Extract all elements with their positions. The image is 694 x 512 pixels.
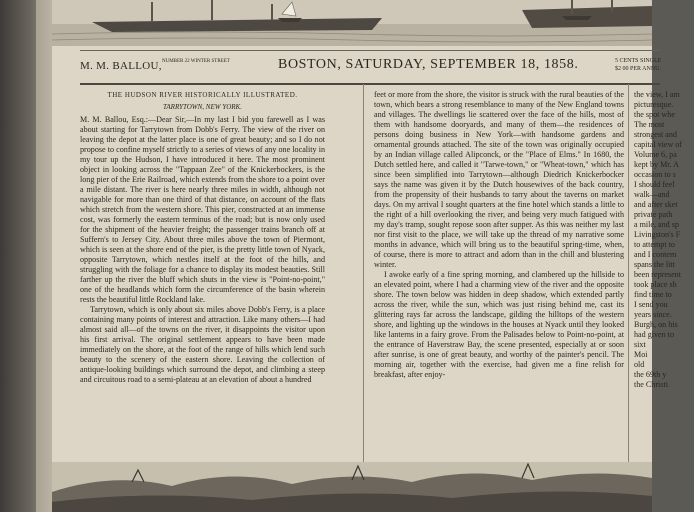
edge-column-line: the spot whe: [634, 110, 675, 119]
edge-column-line: old: [634, 360, 645, 369]
edge-column-line: to attempt to: [634, 240, 675, 249]
edge-column-line: The most: [634, 120, 665, 129]
price-line-2: $2 00 PER ANNU.: [615, 66, 662, 72]
edge-column-line: the 69th y: [634, 370, 667, 379]
column-rule: [363, 84, 364, 464]
price-line-1: 5 CENTS SINGLE: [615, 58, 662, 64]
edge-column-line: years since.: [634, 310, 672, 319]
edge-column-line: Burgh, on his: [634, 320, 678, 329]
edge-column-line: spans the litt: [634, 260, 675, 269]
edge-column-line: kept by Mr. A: [634, 160, 679, 169]
spine-shadow: [0, 0, 52, 512]
edge-column-line: occasion to s: [634, 170, 676, 179]
article-paragraph: feet or more from the shore, the visitor is struck with the rural beauties of the town, which bears a strong resemblance to many of the New England towns and villages. The dwellings lie scattered over the face of the hills, most of them with handsome dooryards, and many of them—the residences of persons doing business in New York—with handsome gardens and ornamental grounds attached. The site of the town was originally occupied by an Indian village called Alipconck, or the "Place of Elms." In 1680, the Dutch settled here, and called it "Tarwe-town," or "Wheat-town," which has since been simplified into Tarrytown—although Diedrich Knickerbocker says the name was given it by the Dutch housewives of the back country, from the propensity of their husbands to tarry about the taverns on market days. On my arrival I sought quarters at the fine hotel which stands a little to the right of a hill overlooking the river, and being very much fatigued with my day's tramp, sought repose soon after supper. As this was neither my last nor first visit to the place, we will take up the thread of my narrative some months in advance, which will bring us to the beautiful spring-time, when, of course, there is more to attract and adorn than in the chill and blustering winter.: [374, 90, 624, 269]
column-rule: [628, 84, 629, 464]
edge-column-line: Volume 6, pa: [634, 150, 677, 159]
edge-column-line: the view, I am: [634, 90, 680, 99]
edge-column-line: capital view of: [634, 140, 683, 149]
edge-column-line: Livingston's F: [634, 230, 681, 239]
edge-column-line: walk—and: [634, 190, 670, 199]
edge-column-line: had given to: [634, 330, 675, 339]
edge-column-line: I should feel: [634, 180, 675, 189]
edge-column-line: Moi: [634, 350, 648, 359]
article-paragraph: I awoke early of a fine spring morning, and clambered up the hillside to an elevated point, where I had a charming view of the river and the opposite shore. The town below was hidden in deep shadow, which extended partly across the river, while the sun, which was just rising behind me, cast its glittering rays far across the landscape, gilding the hilltops of the western shore, and lighting up the windows in the houses at Nyack until they looked like lanterns in a fairy grove. From the Palisades below to Point-no-point, at the entrance of Haverstraw Bay, the scene presented, especially at or soon after sunrise, is one of great beauty, and worthy of the painter's pencil. The morning air, together with the exercise, had given me a fine relish for breakfast, after enjoy-: [374, 270, 624, 379]
article-column-1: [80, 90, 325, 460]
edge-column-line: a mile, and sp: [634, 220, 679, 229]
article-column-3-cut: [634, 90, 694, 450]
masthead: [80, 50, 660, 85]
edge-column-line: the Christi: [634, 380, 668, 389]
edge-column-line: private path: [634, 210, 673, 219]
landscape-engraving: [52, 462, 652, 512]
article-paragraph: M. M. Ballou, Esq.:—Dear Sir,—In my last I bid you farewell as I was about starting for Tarrytown from Dobb's Ferry. The view of the river on leaving the depot at the latter place is one of great beauty; and so I do not propose to confine myself strictly to a series of views of any one locality in my tour up the Hudson, I have introduced it here. The most prominent object in looking across the "Tappaan Zee" of the Knickerbockers, is the long pier of the Erie Railroad, which extends from the shore to a point over a mile distant. The river is here nearly three miles in width, although not navigable for more than one third of that distance, on account of the flats which stretch from the western shore. This pier, constructed at an immense cost, was formerly the eastern terminus of the road; but is now only used for the shipment of the heavier freight; the passenger trains branch off at Suffern's to Jersey City. About three miles above the town of Piermont, which is seen at the shore end of the pier, is the pretty little town of Nyack, opposite Tarrytown, which nestles itself at the foot of the hills, and struggling with the foliage for a chance to display its modest beauties. Still farther up the river the bluff which shuts in the view is "Point-no-point," one of the headlands which form the circumference of the basin wherein rests the beautiful little Rockland lake.: [80, 115, 325, 304]
edge-column-line: and I contem: [634, 250, 677, 259]
edge-column-line: strongest and: [634, 130, 677, 139]
article-headline: THE HUDSON RIVER HISTORICALLY ILLUSTRATED.: [107, 91, 298, 99]
edge-column-line: took place sh: [634, 280, 677, 289]
edge-column-line: been represent: [634, 270, 681, 279]
publisher-name: M. M. BALLOU,: [80, 60, 162, 72]
edge-column-line: I send you: [634, 300, 668, 309]
harbor-engraving: [52, 0, 652, 46]
edge-column-line: sixt: [634, 340, 646, 349]
dateline: BOSTON, SATURDAY, SEPTEMBER 18, 1858.: [278, 57, 579, 72]
publisher-address: NUMBER 22 WINTER STREET: [162, 59, 230, 64]
newspaper-page: [52, 0, 683, 512]
edge-column-line: find time to: [634, 290, 672, 299]
edge-column-line: picturesque.: [634, 100, 674, 109]
price-box: [615, 57, 661, 73]
edge-column-line: and after sket: [634, 200, 678, 209]
article-column-2: [374, 90, 624, 462]
article-subhead: TARRYTOWN, NEW YORK.: [163, 103, 242, 111]
article-paragraph: Tarrytown, which is only about six miles above Dobb's Ferry, is a place containing many points of interest and attraction. Like many others—I had almost said all—of the towns on the river, it disappoints the visitor upon his first arrival. The original settlement appears to have been made immediately on the shore, at the foot of the range of hills which lend such beauty to the scenery of the eastern shore. Leaving the collection of antique-looking buildings which surround the depot, and climbing a steep and circuitous road to a semi-plateau at an elevation of about a hundred: [80, 305, 325, 384]
